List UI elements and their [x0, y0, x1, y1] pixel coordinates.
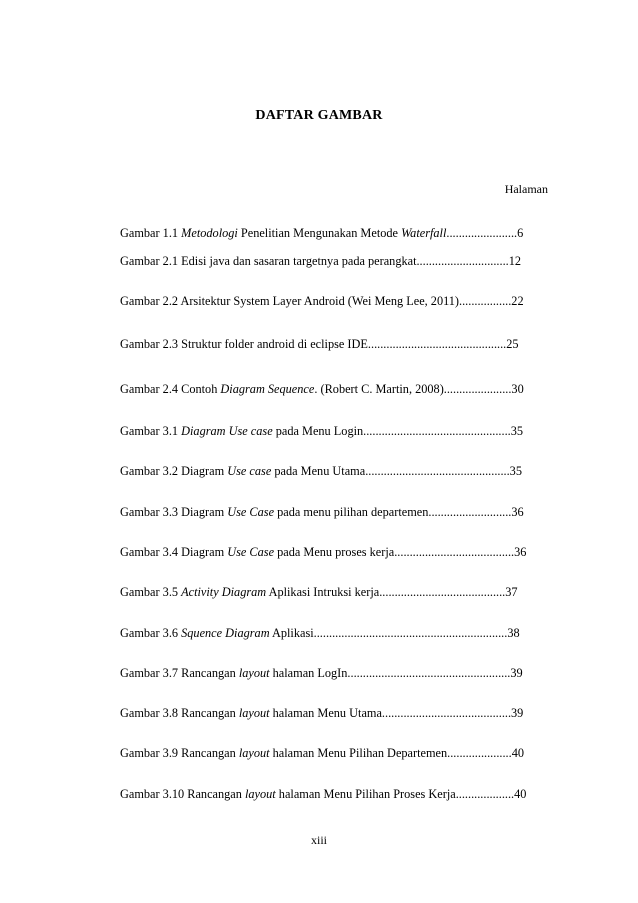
entry-text: pada Menu Utama...............................................35: [271, 464, 522, 478]
figure-entry: [120, 424, 523, 439]
figure-entry: [120, 706, 523, 721]
entry-text: Gambar 3.4 Diagram: [120, 545, 228, 559]
entry-text: halaman LogIn.....................................................39: [269, 666, 523, 680]
figure-entry: [120, 545, 526, 560]
entry-text: Gambar 2.1 Edisi java dan sasaran targetnya pada perangkat..............................12: [120, 254, 522, 268]
entry-text: pada menu pilihan departemen...........................36: [274, 505, 524, 519]
entry-text: halaman Menu Utama..........................................39: [269, 706, 524, 720]
entry-text: Gambar 3.9 Rancangan: [120, 746, 239, 760]
figure-entry: [120, 666, 523, 681]
italic-text: Diagram Sequence: [220, 382, 315, 396]
entry-text: Gambar 1.1: [120, 226, 182, 240]
italic-text: Waterfall: [401, 226, 447, 240]
halaman-label: Halaman: [504, 182, 548, 196]
figure-entry: [120, 382, 524, 397]
page-title: DAFTAR GAMBAR: [255, 108, 383, 123]
entry-text: Aplikasi...............................................................38: [269, 626, 520, 640]
figure-entry: [120, 626, 520, 641]
italic-text: layout: [244, 787, 276, 801]
entry-text: Gambar 2.2 Arsitektur System Layer Android (Wei Meng Lee, 2011).................22: [120, 294, 524, 308]
figure-entry: [120, 746, 524, 761]
entry-text: Aplikasi Intruksi kerja.........................................37: [266, 585, 518, 599]
page-number: xiii: [310, 833, 327, 847]
figure-entry: [120, 226, 523, 241]
italic-text: Diagram Use case: [181, 424, 273, 438]
entry-text: Gambar 3.2 Diagram: [120, 464, 228, 478]
entry-text: Gambar 3.3 Diagram: [120, 505, 228, 519]
italic-text: Activity Diagram: [181, 585, 267, 599]
figure-entry: [120, 787, 526, 802]
italic-text: Metodologi: [181, 226, 238, 240]
entry-text: Gambar 2.3 Struktur folder android di eclipse IDE.............................................25: [120, 337, 519, 351]
figure-entry: [120, 464, 522, 479]
italic-text: Squence Diagram: [181, 626, 270, 640]
figure-entry: [120, 337, 519, 352]
entry-text: Gambar 3.10 Rancangan: [120, 787, 245, 801]
italic-text: layout: [238, 666, 270, 680]
entry-text: Gambar 2.4 Contoh: [120, 382, 221, 396]
entry-text: Penelitian Mengunakan Metode: [237, 226, 402, 240]
entry-text: halaman Menu Pilihan Proses Kerja...................40: [275, 787, 527, 801]
figure-entry: [120, 585, 518, 600]
entry-text: Gambar 3.1: [120, 424, 182, 438]
entry-text: .......................6: [446, 226, 524, 240]
italic-text: Use case: [227, 464, 272, 478]
figure-entry: [120, 505, 524, 520]
entry-text: Gambar 3.6: [120, 626, 182, 640]
entry-text: pada Menu proses kerja.......................................36: [274, 545, 527, 559]
italic-text: Use Case: [227, 545, 275, 559]
entry-text: Gambar 3.8 Rancangan: [120, 706, 239, 720]
italic-text: layout: [238, 706, 270, 720]
entry-text: halaman Menu Pilihan Departemen.....................40: [269, 746, 524, 760]
figure-entry: [120, 254, 521, 269]
entry-text: Gambar 3.7 Rancangan: [120, 666, 239, 680]
entry-text: Gambar 3.5: [120, 585, 182, 599]
italic-text: Use Case: [227, 505, 275, 519]
entry-text: . (Robert C. Martin, 2008)......................30: [314, 382, 524, 396]
figure-entry: [120, 294, 524, 309]
italic-text: layout: [238, 746, 270, 760]
entry-text: pada Menu Login................................................35: [272, 424, 524, 438]
